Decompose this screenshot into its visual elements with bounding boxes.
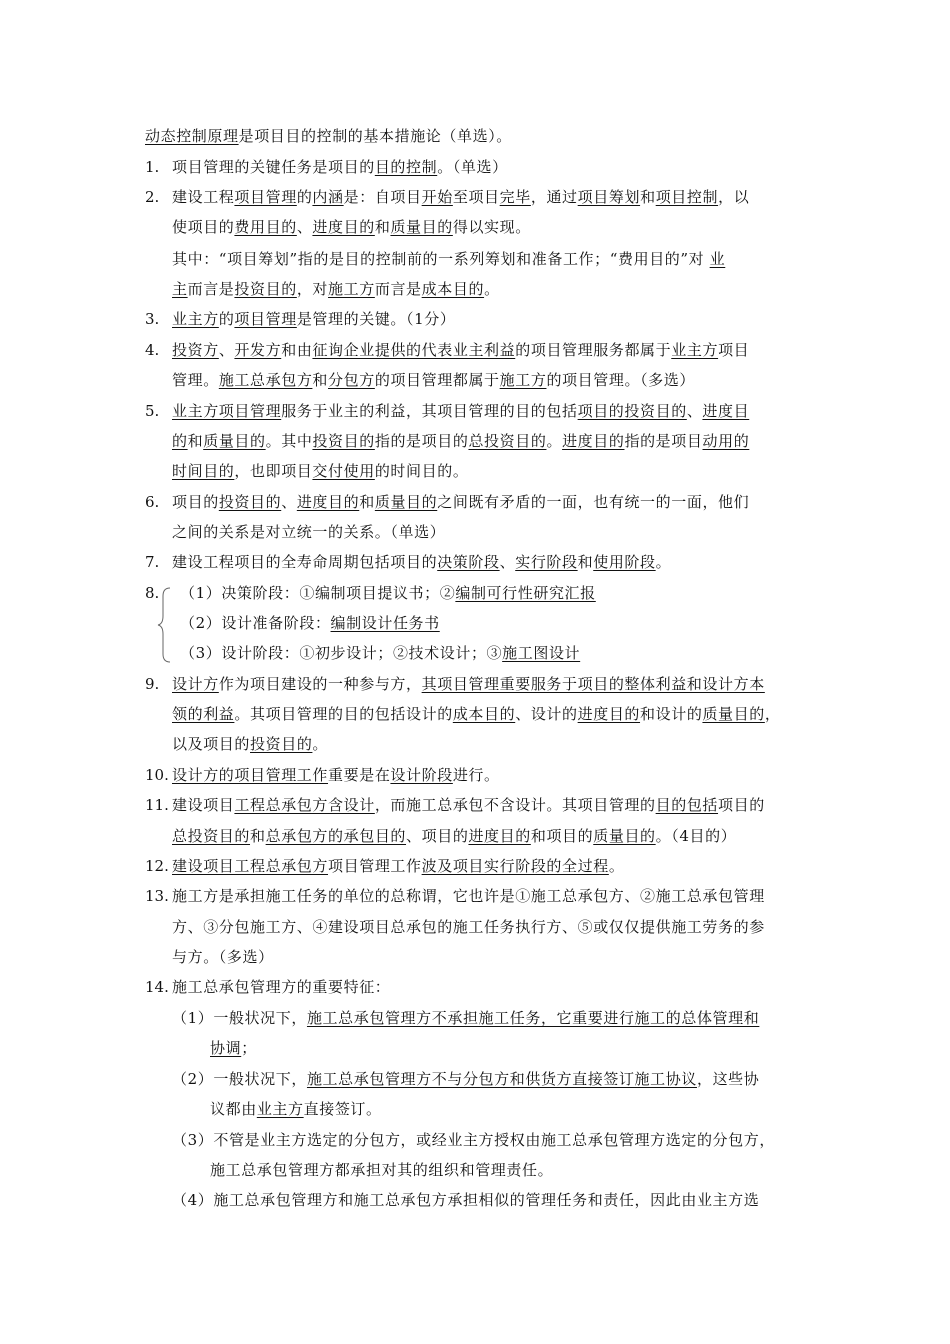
item-text: 建设项目工程总承包方项目管理工作波及项目实行阶段的全过程。 xyxy=(172,857,625,875)
item-text: 建设项目工程总承包方含设计，而施工总承包不含设计。其项目管理的目的包括项目的 xyxy=(172,796,765,814)
item-text: 总投资目的和总承包方的承包目的、项目的进度目的和项目的质量目的。（4目的） xyxy=(172,827,737,845)
item-text: 以及项目的投资目的。 xyxy=(172,735,329,753)
item-number: 14. xyxy=(145,978,169,996)
item-number: 8. xyxy=(145,584,160,602)
item-text: 施工方是承担施工任务的单位的总称谓，它也许是①施工总承包方、②施工总承包管理 xyxy=(172,887,765,905)
item-text: 管理。施工总承包方和分包方的项目管理都属于施工方的项目管理。（多选） xyxy=(172,371,695,389)
subitem-text: 协调； xyxy=(210,1039,257,1057)
item-text: （3）设计阶段：①初步设计；②技术设计；③施工图设计 xyxy=(180,644,581,662)
item-text: 业主方项目管理服务于业主的利益，其项目管理的目的包括项目的投资目的、进度目 xyxy=(172,402,750,420)
item-text: 设计方作为项目建设的一种参与方，其项目管理重要服务于项目的整体利益和设计方本 xyxy=(172,675,765,693)
item-text: （2）设计准备阶段：编制设计任务书 xyxy=(180,614,440,632)
item-text: 施工总承包管理方的重要特征： xyxy=(172,978,391,996)
item-number: 9. xyxy=(145,675,160,693)
item-text: 的和质量目的。其中投资目的指的是项目的总投资目的。进度目的指的是项目动用的 xyxy=(172,432,750,450)
item-text: 领的利益。其项目管理的目的包括设计的成本目的、设计的进度目的和设计的质量目的， xyxy=(172,705,781,723)
item-number: 12. xyxy=(145,857,169,875)
item-text: 时间目的，也即项目交付使用的时间目的。 xyxy=(172,462,469,480)
item-number: 7. xyxy=(145,553,160,571)
item-text: 项目的投资目的、进度目的和质量目的之间既有矛盾的一面，也有统一的一面，他们 xyxy=(172,493,750,511)
item-number: 3. xyxy=(145,310,160,328)
item-text: 建设工程项目的全寿命周期包括项目的决策阶段、实行阶段和使用阶段。 xyxy=(172,553,672,571)
item-number: 10. xyxy=(145,766,169,784)
intro-line: 动态控制原理是项目目的控制的基本措施论（单选）。 xyxy=(145,127,512,145)
item-number: 4. xyxy=(145,341,160,359)
subitem-text: （1）一般状况下，施工总承包管理方不承担施工任务，它重要进行施工的总体管理和 xyxy=(172,1009,760,1027)
subitem-text: 议都由业主方直接签订。 xyxy=(210,1100,382,1118)
item-number: 2. xyxy=(145,188,160,206)
curly-brace-icon xyxy=(157,586,171,664)
item-text: 与方。（多选） xyxy=(172,948,274,966)
item-text: 之间的关系是对立统一的关系。（单选） xyxy=(172,523,446,541)
item-text: 业主方的项目管理是管理的关键。（1分） xyxy=(172,310,456,328)
subitem-text: （4）施工总承包管理方和施工总承包方承担相似的管理任务和责任，因此由业主方选 xyxy=(172,1191,760,1209)
item-number: 6. xyxy=(145,493,160,511)
item-number: 11. xyxy=(145,796,169,814)
item-text: 建设工程项目管理的内涵是：自项目开始至项目完毕，通过项目筹划和项目控制，以 xyxy=(172,188,750,206)
item-number: 13. xyxy=(145,887,169,905)
subitem-text: 施工总承包管理方都承担对其的组织和管理责任。 xyxy=(210,1161,554,1179)
item-text: 方、③分包施工方、④建设项目总承包的施工任务执行方、⑤或仅仅提供施工劳务的参 xyxy=(172,918,765,936)
item-text: 使项目的费用目的、进度目的和质量目的得以实现。 xyxy=(172,218,531,236)
item-text: 设计方的项目管理工作重要是在设计阶段进行。 xyxy=(172,766,500,784)
item-text: 主而言是投资目的，对施工方而言是成本目的。 xyxy=(172,280,500,298)
item-text: 其中：“项目筹划”指的是目的控制前的一系列筹划和准备工作；“费用目的”对 业 xyxy=(172,250,726,268)
item-text: 投资方、开发方和由征询企业提供的代表业主利益的项目管理服务都属于业主方项目 xyxy=(172,341,750,359)
subitem-text: （2）一般状况下，施工总承包管理方不与分包方和供货方直接签订施工协议，这些协 xyxy=(172,1070,760,1088)
item-text: （1）决策阶段：①编制项目提议书；②编制可行性研究汇报 xyxy=(180,584,596,602)
item-number: 1. xyxy=(145,158,160,176)
item-number: 5. xyxy=(145,402,160,420)
item-text: 项目管理的关键任务是项目的目的控制。（单选） xyxy=(172,158,508,176)
subitem-text: （3）不管是业主方选定的分包方，或经业主方授权由施工总承包管理方选定的分包方， xyxy=(172,1131,775,1149)
